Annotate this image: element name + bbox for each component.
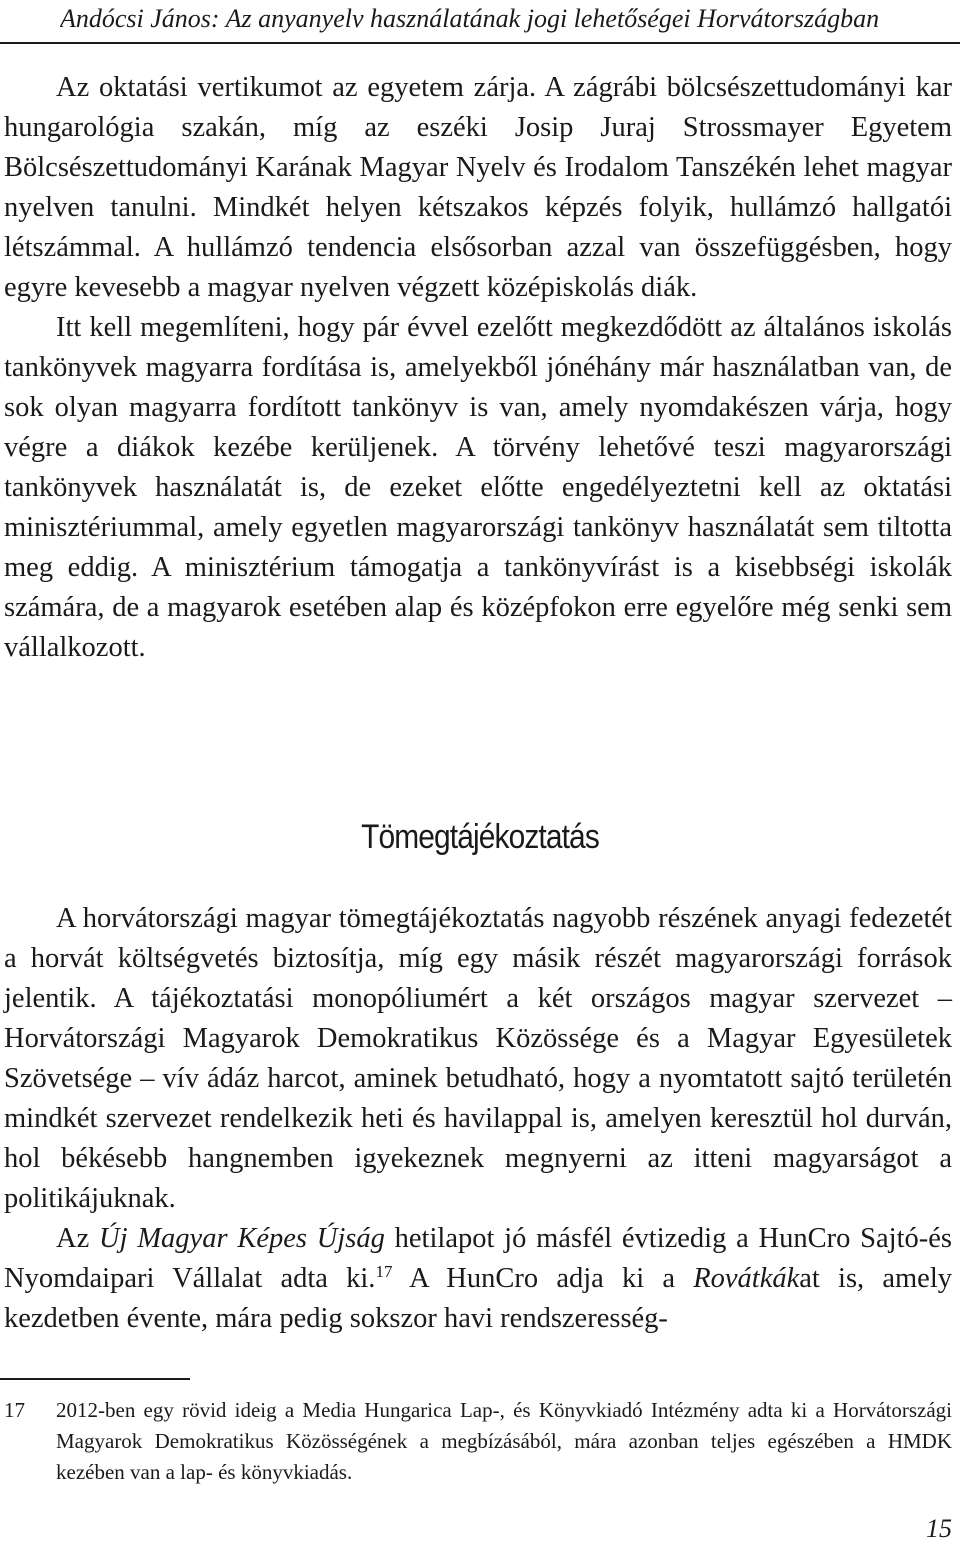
running-header: Andócsi János: Az anyanyelv használatának jogi lehetőségei Horvátországban — [60, 4, 880, 33]
footnote-rule — [0, 1378, 190, 1380]
footnote — [4, 1395, 952, 1488]
text-run: hetilapot jó másfél évtizedig a HunCro Sajtó-és Nyomdaipari Vállalat adta ki. — [4, 1223, 952, 1294]
body-text-block-1 — [4, 68, 952, 668]
text-run: A HunCro adja ki a — [392, 1263, 694, 1294]
italic-title: Új Magyar Képes Újság — [99, 1223, 385, 1254]
footnote-number: 17 — [4, 1398, 25, 1422]
footnote-ref[interactable]: 17 — [375, 1262, 393, 1281]
paragraph: A horvátországi magyar tömegtájékoztatás nagyobb részének anyagi fedezetét a horvát költségvetés biztosítja, míg egy másik részét magyarországi források jelentik. A tájékoztatási monopóliumért a két országos magyar szervezet – Horvátországi Magyarok Demokratikus Közössége és a Magyar Egyesületek Szövetsége – vív ádáz harcot, aminek betudható, hogy a nyomtatott sajtó területén mindkét szervezet rendelkezik heti és havilappal is, amelyen keresztül hol durván, hol békésebb hangnemben igyekeznek megnyerni az itteni magyarságot a politikájuknak. — [4, 903, 952, 1214]
header-rule — [0, 42, 960, 44]
paragraph — [4, 1219, 952, 1339]
footnote-text: 2012-ben egy rövid ideig a Media Hungarica Lap-, és Könyvkiadó Intézmény adta ki a Horvátországi Magyarok Demokratikus Közösségének a megbízásából, mára azonban teljes egészében a HMDK kezében van a lap- és könyvkiadás. — [56, 1398, 952, 1484]
paragraph: Az oktatási vertikumot az egyetem zárja. A zágrábi bölcsészettudományi kar hungarológia szakán, míg az eszéki Josip Juraj Strossmayer Egyetem Bölcsészettudományi Karának Magyar Nyelv és Irodalom Tanszékén lehet magyar nyelven tanulni. Mindkét helyen kétszakos képzés folyik, hullámzó hallgatói létszámmal. A hullámzó tendencia elsősorban azzal van összefüggésben, hogy egyre kevesebb a magyar nyelven végzett középiskolás diák. — [4, 72, 952, 303]
text-run: at is, amely kezdetben évente, mára pedig sokszor havi rendszeresség- — [4, 1263, 952, 1334]
paragraph: Itt kell megemlíteni, hogy pár évvel ezelőtt megkezdődött az általános iskolás tankönyvek magyarra fordítása is, amelyekből jónéhány már használatban van, de sok olyan magyarra fordított tankönyv is van, amely nyomdakészen várja, hogy végre a diákok kezébe kerüljenek. A törvény lehetővé teszi magyarországi tankönyvek használatát is, de ezeket előtte engedélyeztetni kell az oktatási minisztériummal, amely egyetlen magyarországi tankönyv használatát sem tiltotta meg eddig. A minisztérium támogatja a tankönyvírást is a kisebbségi iskolák számára, de a magyarok esetében alap és középfokon erre egyelőre még senki sem vállalkozott. — [4, 312, 952, 663]
body-text-block-2 — [4, 899, 952, 1339]
italic-title: Rovátkák — [693, 1263, 800, 1294]
section-heading: Tömegtájékoztatás — [361, 818, 599, 856]
page-number: 15 — [926, 1514, 952, 1543]
text-run: Az — [56, 1223, 100, 1254]
